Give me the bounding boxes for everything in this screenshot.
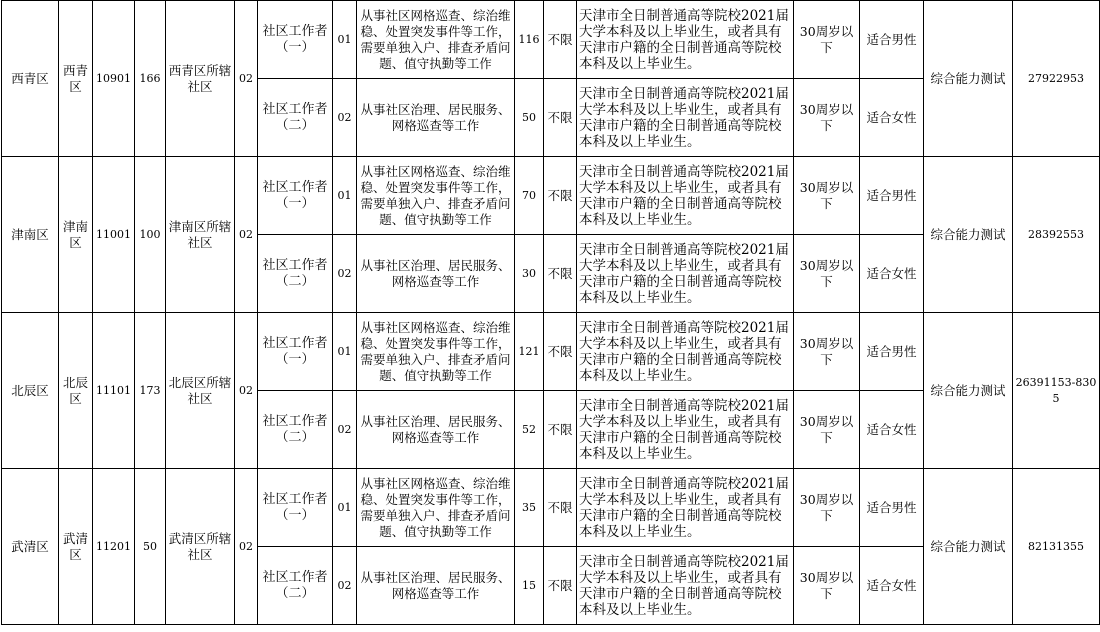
unit-cell: 西青区 [59,1,93,157]
education-cell: 天津市全日制普通高等院校2021届大学本科及以上毕业生，或者具有天津市户籍的全日制普通高等院校本科及以上毕业生。 [577,547,794,625]
org-code-cell: 02 [235,157,258,313]
age-cell: 30周岁以下 [794,469,860,547]
org-cell: 西青区所辖社区 [166,1,235,157]
education-cell: 天津市全日制普通高等院校2021届大学本科及以上毕业生，或者具有天津市户籍的全日制普通高等院校本科及以上毕业生。 [577,235,794,313]
unit-code-cell: 11201 [93,469,135,625]
table-row [2,157,1100,235]
post-name-cell: 社区工作者（二） [258,235,333,313]
duty-cell: 从事社区网格巡查、综治维稳、处置突发事件等工作，需要单独入户、排查矛盾问题、值守执勤等工作 [357,157,515,235]
age-cell: 30周岁以下 [794,391,860,469]
note-cell: 适合男性 [860,469,924,547]
major-cell: 不限 [544,313,577,391]
education-cell: 天津市全日制普通高等院校2021届大学本科及以上毕业生，或者具有天津市户籍的全日制普通高等院校本科及以上毕业生。 [577,469,794,547]
post-code-cell: 02 [333,547,357,625]
note-cell: 适合女性 [860,79,924,157]
phone-cell: 27922953 [1013,1,1100,157]
unit-code-cell: 11101 [93,313,135,469]
major-cell: 不限 [544,79,577,157]
age-cell: 30周岁以下 [794,235,860,313]
post-num-cell: 52 [515,391,544,469]
note-cell: 适合男性 [860,313,924,391]
note-cell: 适合男性 [860,157,924,235]
post-name-cell: 社区工作者（二） [258,391,333,469]
post-num-cell: 116 [515,1,544,79]
post-name-cell: 社区工作者（一） [258,469,333,547]
org-cell: 武清区所辖社区 [166,469,235,625]
org-code-cell: 02 [235,313,258,469]
unit-code-cell: 10901 [93,1,135,157]
phone-cell: 26391153-8305 [1013,313,1100,469]
post-num-cell: 30 [515,235,544,313]
major-cell: 不限 [544,391,577,469]
post-name-cell: 社区工作者（二） [258,79,333,157]
major-cell: 不限 [544,235,577,313]
post-code-cell: 01 [333,1,357,79]
exam-cell: 综合能力测试 [924,157,1013,313]
district-cell: 武清区 [2,469,59,625]
post-code-cell: 01 [333,469,357,547]
age-cell: 30周岁以下 [794,157,860,235]
unit-code-cell: 11001 [93,157,135,313]
recruitment-table [1,0,1100,625]
note-cell: 适合男性 [860,1,924,79]
plan-count-cell: 100 [135,157,166,313]
post-code-cell: 01 [333,157,357,235]
age-cell: 30周岁以下 [794,79,860,157]
plan-count-cell: 173 [135,313,166,469]
org-code-cell: 02 [235,469,258,625]
note-cell: 适合女性 [860,547,924,625]
duty-cell: 从事社区治理、居民服务、网格巡查等工作 [357,547,515,625]
education-cell: 天津市全日制普通高等院校2021届大学本科及以上毕业生，或者具有天津市户籍的全日制普通高等院校本科及以上毕业生。 [577,391,794,469]
duty-cell: 从事社区治理、居民服务、网格巡查等工作 [357,235,515,313]
post-code-cell: 01 [333,313,357,391]
duty-cell: 从事社区网格巡查、综治维稳、处置突发事件等工作，需要单独入户、排查矛盾问题、值守执勤等工作 [357,1,515,79]
exam-cell: 综合能力测试 [924,1,1013,157]
duty-cell: 从事社区治理、居民服务、网格巡查等工作 [357,79,515,157]
post-name-cell: 社区工作者（一） [258,313,333,391]
post-name-cell: 社区工作者（一） [258,1,333,79]
org-cell: 北辰区所辖社区 [166,313,235,469]
education-cell: 天津市全日制普通高等院校2021届大学本科及以上毕业生，或者具有天津市户籍的全日制普通高等院校本科及以上毕业生。 [577,1,794,79]
district-cell: 西青区 [2,1,59,157]
district-cell: 北辰区 [2,313,59,469]
education-cell: 天津市全日制普通高等院校2021届大学本科及以上毕业生，或者具有天津市户籍的全日制普通高等院校本科及以上毕业生。 [577,79,794,157]
post-name-cell: 社区工作者（一） [258,157,333,235]
note-cell: 适合女性 [860,391,924,469]
phone-cell: 82131355 [1013,469,1100,625]
post-num-cell: 50 [515,79,544,157]
age-cell: 30周岁以下 [794,1,860,79]
duty-cell: 从事社区网格巡查、综治维稳、处置突发事件等工作，需要单独入户、排查矛盾问题、值守执勤等工作 [357,313,515,391]
note-cell: 适合女性 [860,235,924,313]
post-num-cell: 121 [515,313,544,391]
unit-cell: 武清区 [59,469,93,625]
plan-count-cell: 50 [135,469,166,625]
table-row [2,1,1100,79]
phone-cell: 28392553 [1013,157,1100,313]
org-code-cell: 02 [235,1,258,157]
major-cell: 不限 [544,547,577,625]
education-cell: 天津市全日制普通高等院校2021届大学本科及以上毕业生，或者具有天津市户籍的全日制普通高等院校本科及以上毕业生。 [577,313,794,391]
exam-cell: 综合能力测试 [924,469,1013,625]
post-code-cell: 02 [333,79,357,157]
unit-cell: 津南区 [59,157,93,313]
duty-cell: 从事社区网格巡查、综治维稳、处置突发事件等工作，需要单独入户、排查矛盾问题、值守执勤等工作 [357,469,515,547]
major-cell: 不限 [544,1,577,79]
duty-cell: 从事社区治理、居民服务、网格巡查等工作 [357,391,515,469]
post-name-cell: 社区工作者（二） [258,547,333,625]
exam-cell: 综合能力测试 [924,313,1013,469]
post-code-cell: 02 [333,391,357,469]
post-num-cell: 15 [515,547,544,625]
age-cell: 30周岁以下 [794,547,860,625]
plan-count-cell: 166 [135,1,166,157]
org-cell: 津南区所辖社区 [166,157,235,313]
post-num-cell: 35 [515,469,544,547]
table-row [2,313,1100,391]
age-cell: 30周岁以下 [794,313,860,391]
major-cell: 不限 [544,469,577,547]
major-cell: 不限 [544,157,577,235]
education-cell: 天津市全日制普通高等院校2021届大学本科及以上毕业生，或者具有天津市户籍的全日制普通高等院校本科及以上毕业生。 [577,157,794,235]
unit-cell: 北辰区 [59,313,93,469]
district-cell: 津南区 [2,157,59,313]
post-num-cell: 70 [515,157,544,235]
table-row [2,469,1100,547]
post-code-cell: 02 [333,235,357,313]
